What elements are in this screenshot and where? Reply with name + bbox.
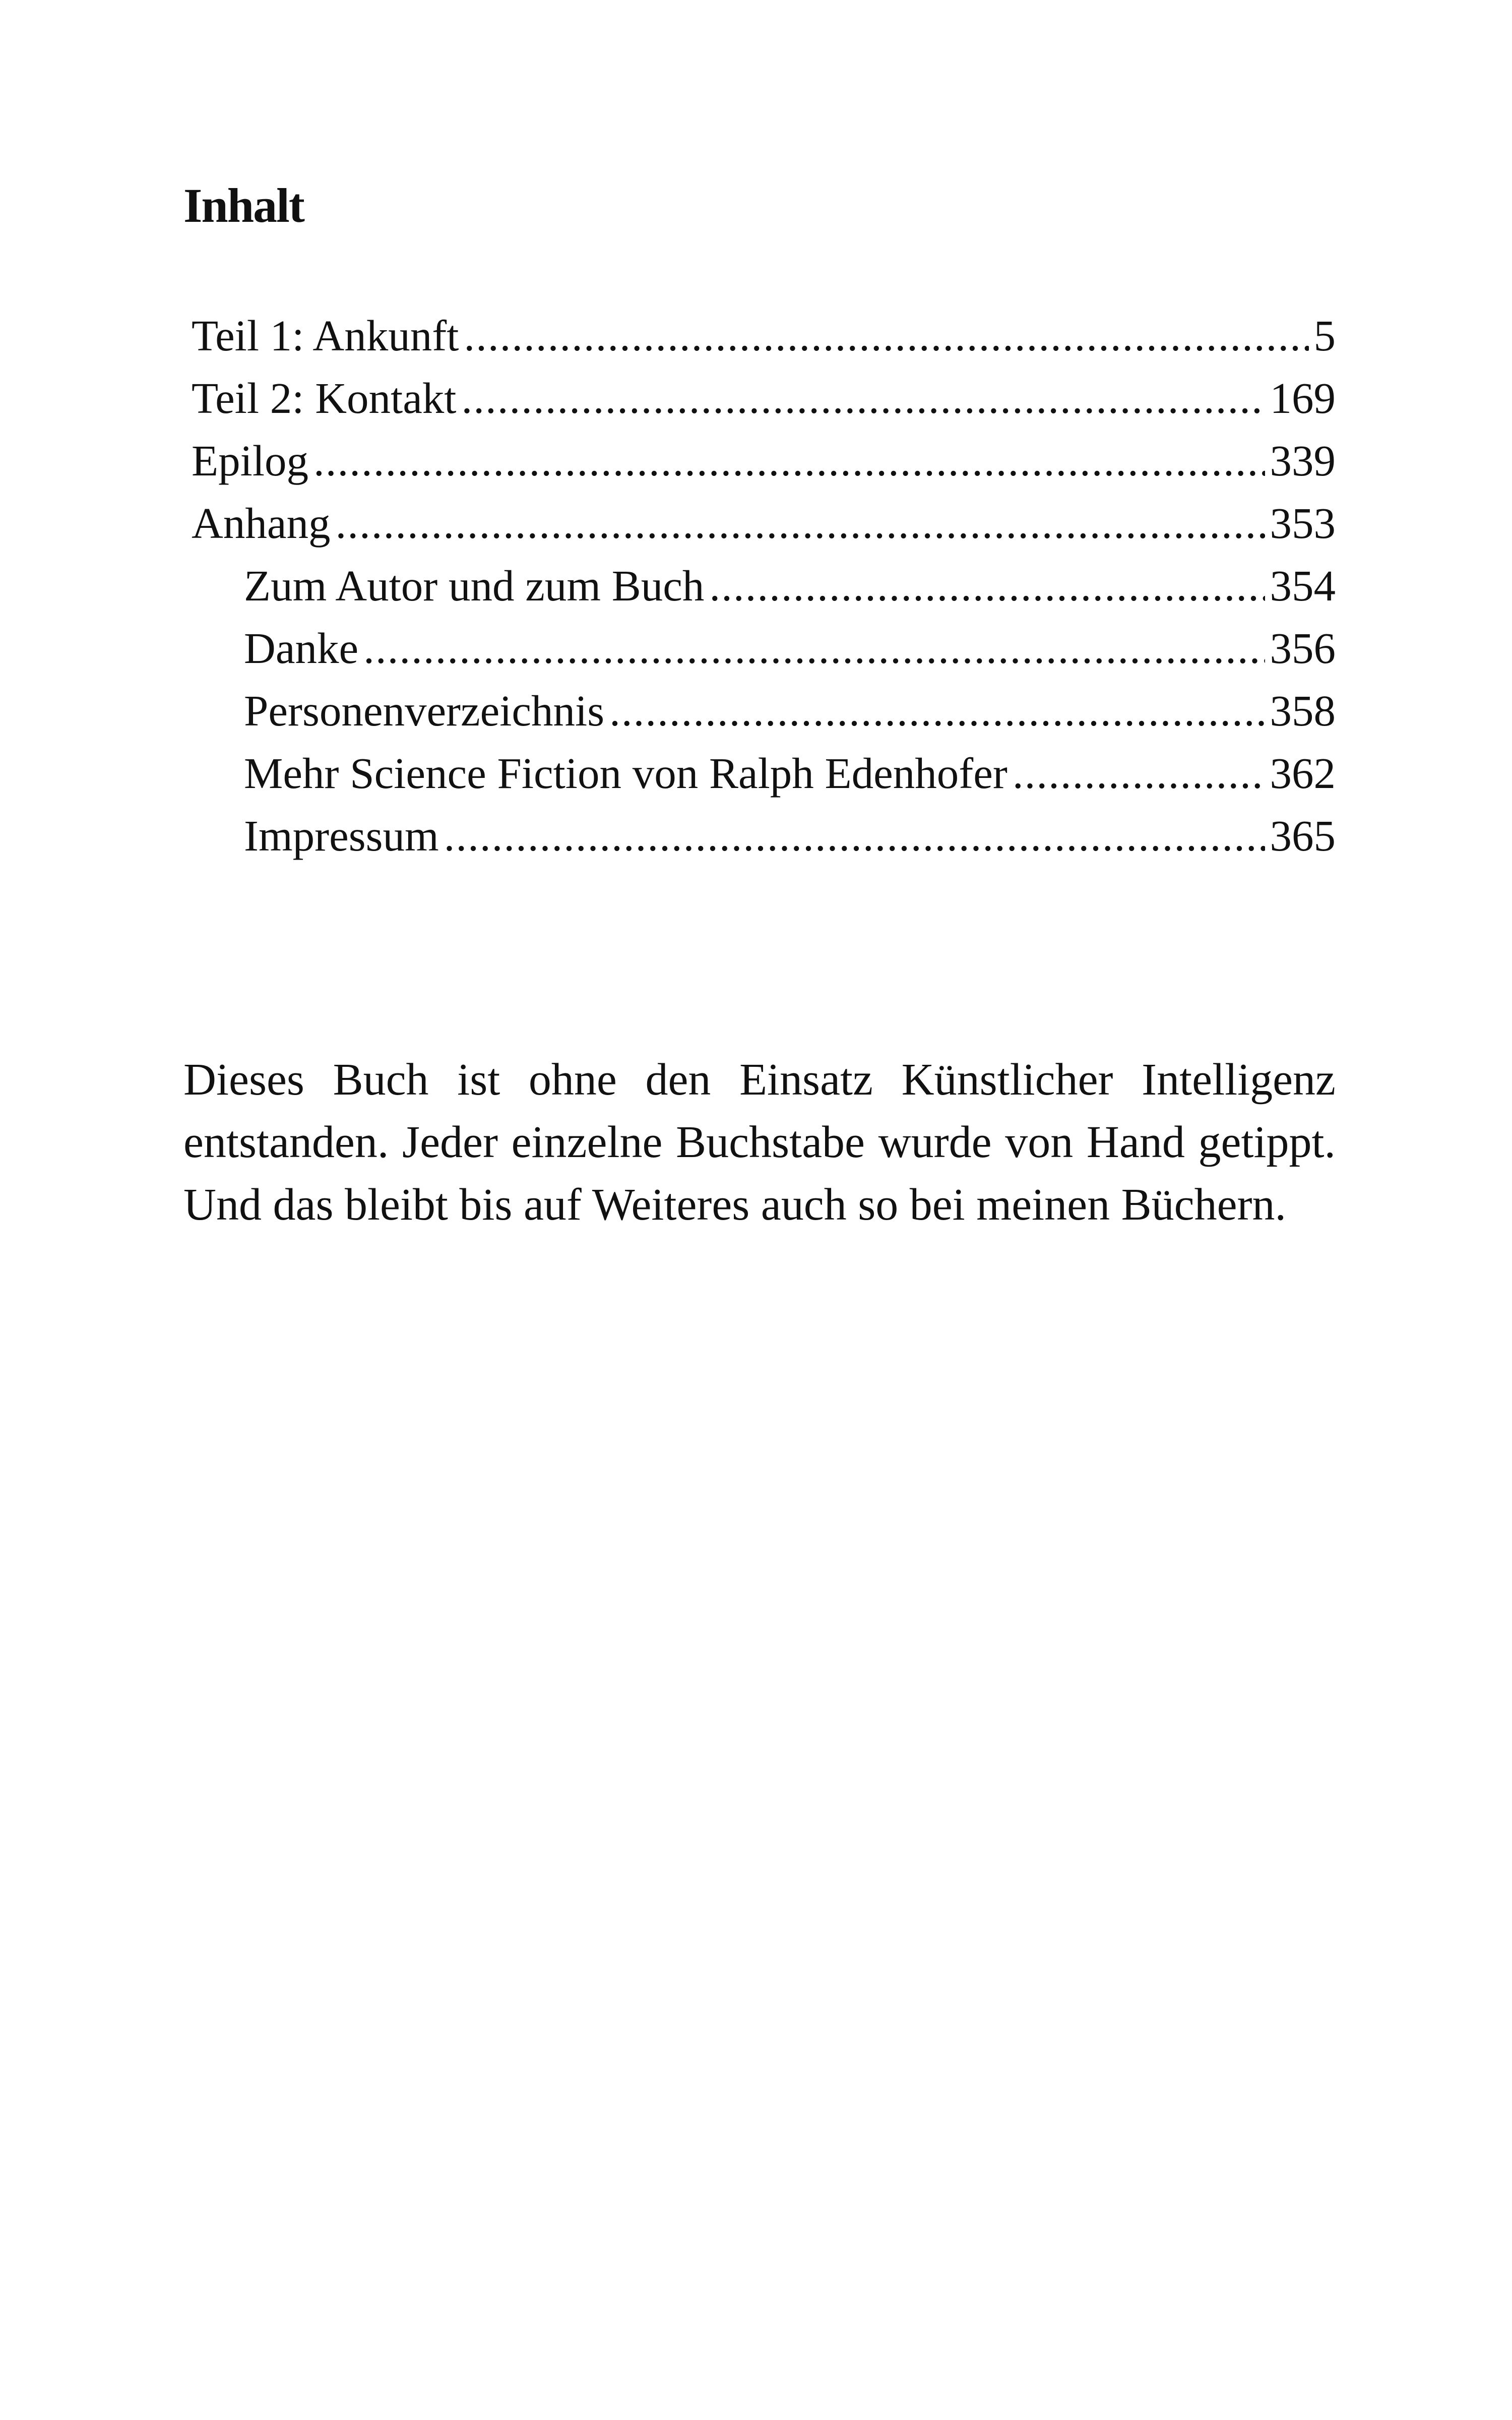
toc-entry-page: 354 <box>1270 561 1336 610</box>
toc-entry-title: Zum Autor und zum Buch <box>244 561 705 610</box>
toc-entry-title: Mehr Science Fiction von Ralph Edenhofer <box>244 749 1007 798</box>
toc-entry-anhang[interactable] <box>192 492 1336 555</box>
dot-leader <box>709 555 1265 617</box>
toc-entry-zum-autor[interactable] <box>192 555 1336 617</box>
toc-entry-page: 353 <box>1270 499 1336 548</box>
toc-entry-page: 358 <box>1270 686 1336 735</box>
dot-leader <box>363 617 1265 680</box>
toc-entry-title: Impressum <box>244 811 439 860</box>
toc-entry-title: Danke <box>244 624 359 673</box>
toc-heading: Inhalt <box>183 178 304 232</box>
dot-leader <box>461 367 1265 430</box>
ai-notice-paragraph: Dieses Buch ist ohne den Einsatz Künstlicher Intelligenz entstanden. Jeder einzelne Buchstabe wurde von Hand getippt. Und das bleibt bis auf Weiteres auch so bei meinen Büchern. <box>183 1055 1336 1230</box>
table-of-contents <box>192 305 1336 867</box>
toc-entry-page: 339 <box>1270 436 1336 485</box>
toc-entry-title: Teil 2: Kontakt <box>192 374 457 422</box>
toc-entry-title: Teil 1: Ankunft <box>192 311 459 360</box>
dot-leader <box>609 680 1265 742</box>
toc-entry-title: Epilog <box>192 436 308 485</box>
toc-entry-page: 365 <box>1270 811 1336 860</box>
toc-entry-page: 362 <box>1270 749 1336 798</box>
toc-entry-page: 356 <box>1270 624 1336 673</box>
toc-entry-page: 169 <box>1270 374 1336 422</box>
toc-entry-epilog[interactable] <box>192 430 1336 492</box>
dot-leader <box>444 805 1265 867</box>
dot-leader <box>335 492 1265 555</box>
toc-entry-title: Anhang <box>192 499 331 548</box>
toc-entry-teil-2[interactable] <box>192 367 1336 430</box>
dot-leader <box>1013 742 1265 805</box>
toc-entry-page: 5 <box>1313 311 1336 360</box>
toc-entry-danke[interactable] <box>192 617 1336 680</box>
toc-entry-title: Personenverzeichnis <box>244 686 605 735</box>
toc-entry-mehr-science-fiction[interactable] <box>192 742 1336 805</box>
toc-entry-teil-1[interactable] <box>192 305 1336 367</box>
toc-entry-personenverzeichnis[interactable] <box>192 680 1336 742</box>
dot-leader <box>313 430 1265 492</box>
dot-leader <box>464 305 1308 367</box>
toc-entry-impressum[interactable] <box>192 805 1336 867</box>
